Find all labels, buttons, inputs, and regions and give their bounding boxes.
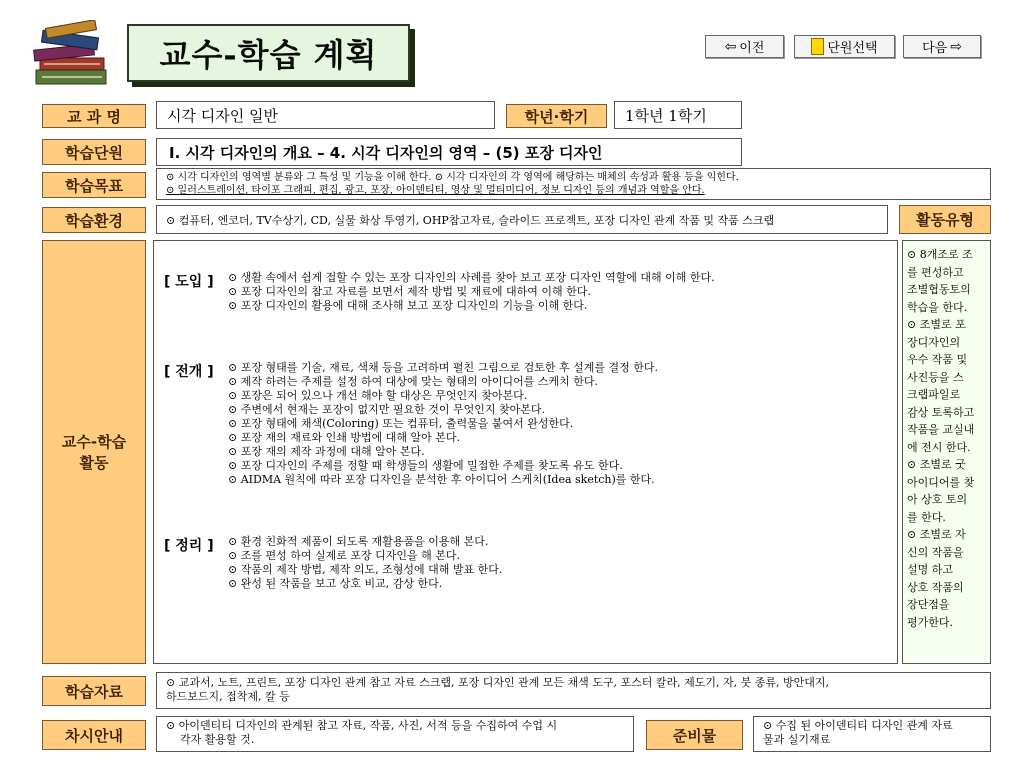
activity-type-line: 아 상호 토의 (907, 493, 968, 506)
activity-type-line: 장단점을 (907, 598, 950, 611)
activity-type-line: 감상 토록하고 (907, 405, 975, 419)
grade-label: 학년·학기 (506, 104, 607, 128)
develop-item: ⊙ 포장 디자인의 주제를 정할 때 학생들의 생활에 밀접한 주제를 찾도록 유도 한다. (228, 459, 623, 472)
goal-value: ⊙ 시각 디자인의 영역별 분류와 그 특성 및 기능을 이해 한다. ⊙ 시각 디자인의 각 영역에 해당하는 매체의 속성과 활용 등을 익힌다. ⊙ 일러스트레이션, 타이포 그래피, 편집, 광고, 포장, 아이덴티티, 영상 및 멀티미디어, 정보 디자인 등의 개념과 역할을 안다. (156, 168, 991, 200)
activity-type-line: ⊙ 조별로 자 (907, 528, 966, 541)
activity-type-line: 설명 하고 (907, 563, 954, 576)
next-button[interactable]: 다음 ⇨ (903, 35, 981, 58)
wrap-item: ⊙ 조를 편성 하여 실제로 포장 디자인을 해 본다. (228, 549, 460, 562)
page-title: 교수-학습 계획 (127, 24, 410, 82)
develop-list (228, 361, 658, 487)
develop-item: ⊙ 포장 형태에 채색(Coloring) 또는 컴퓨터, 출력물을 붙여서 완성한다. (228, 417, 574, 430)
develop-item: ⊙ AIDMA 원칙에 따라 포장 디자인을 분석한 후 아이디어 스케치(Idea sketch)를 한다. (228, 473, 655, 486)
activity-type-line: 아이디어를 찾 (907, 475, 975, 489)
next-lesson-value: ⊙ 아이덴티티 디자인의 관계된 참고 자료, 작품, 사진, 서적 등을 수집하여 수업 시 각자 활용할 것. (156, 716, 634, 752)
wrap-list (228, 535, 502, 591)
folder-icon (811, 38, 824, 55)
subject-label: 교 과 명 (42, 104, 146, 128)
wrap-item: ⊙ 작품의 제작 방법, 제작 의도, 조형성에 대해 발표 한다. (228, 563, 503, 576)
activity-type-line: 우수 작품 및 (907, 353, 968, 366)
intro-item: ⊙ 포장 디자인의 활용에 대해 조사해 보고 포장 디자인의 기능을 이해 한다. (228, 299, 588, 312)
activity-type-line: 를 한다. (907, 510, 946, 524)
unit-label: 학습단원 (42, 139, 146, 165)
unit-select-button[interactable]: 단원선택 (794, 35, 895, 58)
activity-type-content (902, 240, 991, 664)
activity-type-line: ⊙ 조별로 굿 (907, 458, 966, 471)
wrap-section: [ 정리 ] ⊙ 환경 친화적 제품이 되도록 재활용품을 이용해 본다. ⊙ 조를 편성 하여 실제로 포장 디자인을 해 본다. ⊙ 작품의 제작 방법, 제작 의도, 조형성에 대해 발표 한다. ⊙ 완성 된 작품을 보고 상호 비교, 감상 한다. (164, 535, 503, 590)
activity-type-line: 사진등을 스 (907, 370, 964, 384)
develop-item: ⊙ 포장 재의 재료와 인쇄 방법에 대해 알아 본다. (228, 431, 460, 444)
arrow-left-icon: ⇦ (724, 38, 737, 55)
intro-list (228, 271, 715, 313)
goal-label: 학습목표 (42, 172, 146, 198)
grade-value: 1학년 1학기 (614, 101, 742, 129)
materials-label: 학습자료 (42, 676, 146, 706)
intro-item: ⊙ 생활 속에서 쉽게 접할 수 있는 포장 디자인의 사례를 찾아 보고 포장 디자인 역할에 대해 이해 한다. (228, 271, 715, 284)
activity-label: 교수-학습 활동 (42, 240, 146, 664)
books-logo-icon (28, 20, 113, 88)
prep-label: 준비물 (646, 720, 743, 750)
activity-type-line: 평가한다. (907, 615, 954, 629)
activity-type-line: 학습을 한다. (907, 300, 968, 314)
activity-type-line: 를 편성하고 (907, 265, 964, 279)
develop-item: ⊙ 주변에서 현재는 포장이 없지만 필요한 것이 무엇인지 찾아본다. (228, 403, 545, 416)
activity-type-line: 신의 작품을 (907, 545, 964, 559)
activity-type-line: 상호 작품의 (907, 580, 964, 594)
materials-value: ⊙ 교과서, 노트, 프린트, 포장 디자인 관계 참고 자료 스크랩, 포장 디자인 관계 모든 채색 도구, 포스터 칼라, 제도기, 자, 붓 종류, 방안대지, 하드보드지, 접착제, 칼 등 (156, 672, 991, 709)
prep-value: ⊙ 수집 된 아이덴티티 디자인 관계 자료 물과 실기재료 (753, 716, 991, 752)
environment-label: 학습환경 (42, 207, 146, 233)
activity-type-line: 장디자인의 (907, 335, 961, 349)
develop-section: [ 전개 ] ⊙ 포장 형태를 기술, 재료, 색채 등을 고려하며 펼친 그림으로 검토한 후 설계를 결정 한다. ⊙ 제작 하려는 주제를 설정 하여 대상에 맞는 형태의 아이디어를 스케치 한다. ⊙ 포장은 되어 있으나 개선 해야 할 대상은 무엇인지 찾아본다. ⊙ 주변에서 현재는 포장이 없지만 필요한 것이 무엇인지 찾아본다. ⊙ 포장 형태에 채색(Coloring) 또는 컴퓨터, 출력물을 붙여서 완성한다. ⊙ 포장 재의 재료와 인쇄 방법에 대해 알아 본다. ⊙ 포장 재의 제작 과정에 대해 알아 본다. ⊙ 포장 디자인의 주제를 정할 때 학생들의 생활에 밀접한 주제를 찾도록 유도 한다. ⊙ AIDMA 원칙에 따라 포장 디자인을 분석한 후 아이디어 스케치(Idea sketch)를 한다. (164, 361, 658, 486)
activity-type-line: 에 전시 한다. (907, 440, 971, 454)
develop-item: ⊙ 포장 재의 제작 과정에 대해 알아 본다. (228, 445, 425, 458)
unit-value: Ⅰ. 시각 디자인의 개요 – 4. 시각 디자인의 영역 – (5) 포장 디자인 (156, 138, 742, 166)
activity-type-line: 크랩파일로 (907, 388, 961, 401)
develop-item: ⊙ 포장은 되어 있으나 개선 해야 할 대상은 무엇인지 찾아본다. (228, 389, 528, 402)
activity-type-list (907, 246, 990, 631)
next-lesson-label: 차시안내 (42, 720, 146, 750)
activity-type-line: ⊙ 조별로 포 (907, 318, 966, 331)
intro-section: [ 도입 ] ⊙ 생활 속에서 쉽게 접할 수 있는 포장 디자인의 사례를 찾아 보고 포장 디자인 역할에 대해 이해 한다. ⊙ 포장 디자인의 참고 자료를 보면서 제작 방법 및 재료에 대하여 이해 한다. ⊙ 포장 디자인의 활용에 대해 조사해 보고 포장 디자인의 기능을 이해 한다. (164, 271, 715, 312)
intro-item: ⊙ 포장 디자인의 참고 자료를 보면서 제작 방법 및 재료에 대하여 이해 한다. (228, 285, 591, 298)
wrap-item: ⊙ 환경 친화적 제품이 되도록 재활용품을 이용해 본다. (228, 535, 489, 548)
develop-item: ⊙ 제작 하려는 주제를 설정 하여 대상에 맞는 형태의 아이디어를 스케치 한다. (228, 375, 598, 388)
wrap-item: ⊙ 완성 된 작품을 보고 상호 비교, 감상 한다. (228, 577, 443, 590)
environment-value: ⊙ 컴퓨터, 엔코더, TV수상기, CD, 실물 화상 투영기, OHP참고자료, 슬라이드 프로젝트, 포장 디자인 관계 작품 및 작품 스크랩 (156, 205, 888, 234)
arrow-right-icon: ⇨ (950, 38, 962, 55)
prev-button[interactable]: ⇦ 이전 (705, 35, 784, 58)
activity-type-line: 작품을 교실내 (907, 423, 975, 436)
activity-content (153, 240, 898, 664)
activity-type-line: ⊙ 8개조로 조 (907, 248, 973, 261)
develop-item: ⊙ 포장 형태를 기술, 재료, 색채 등을 고려하며 펼친 그림으로 검토한 후 설계를 결정 한다. (228, 361, 658, 374)
activity-type-label: 활동유형 (899, 205, 991, 234)
activity-type-line: 조별협동토의 (907, 283, 971, 296)
subject-value: 시각 디자인 일반 (156, 101, 495, 129)
